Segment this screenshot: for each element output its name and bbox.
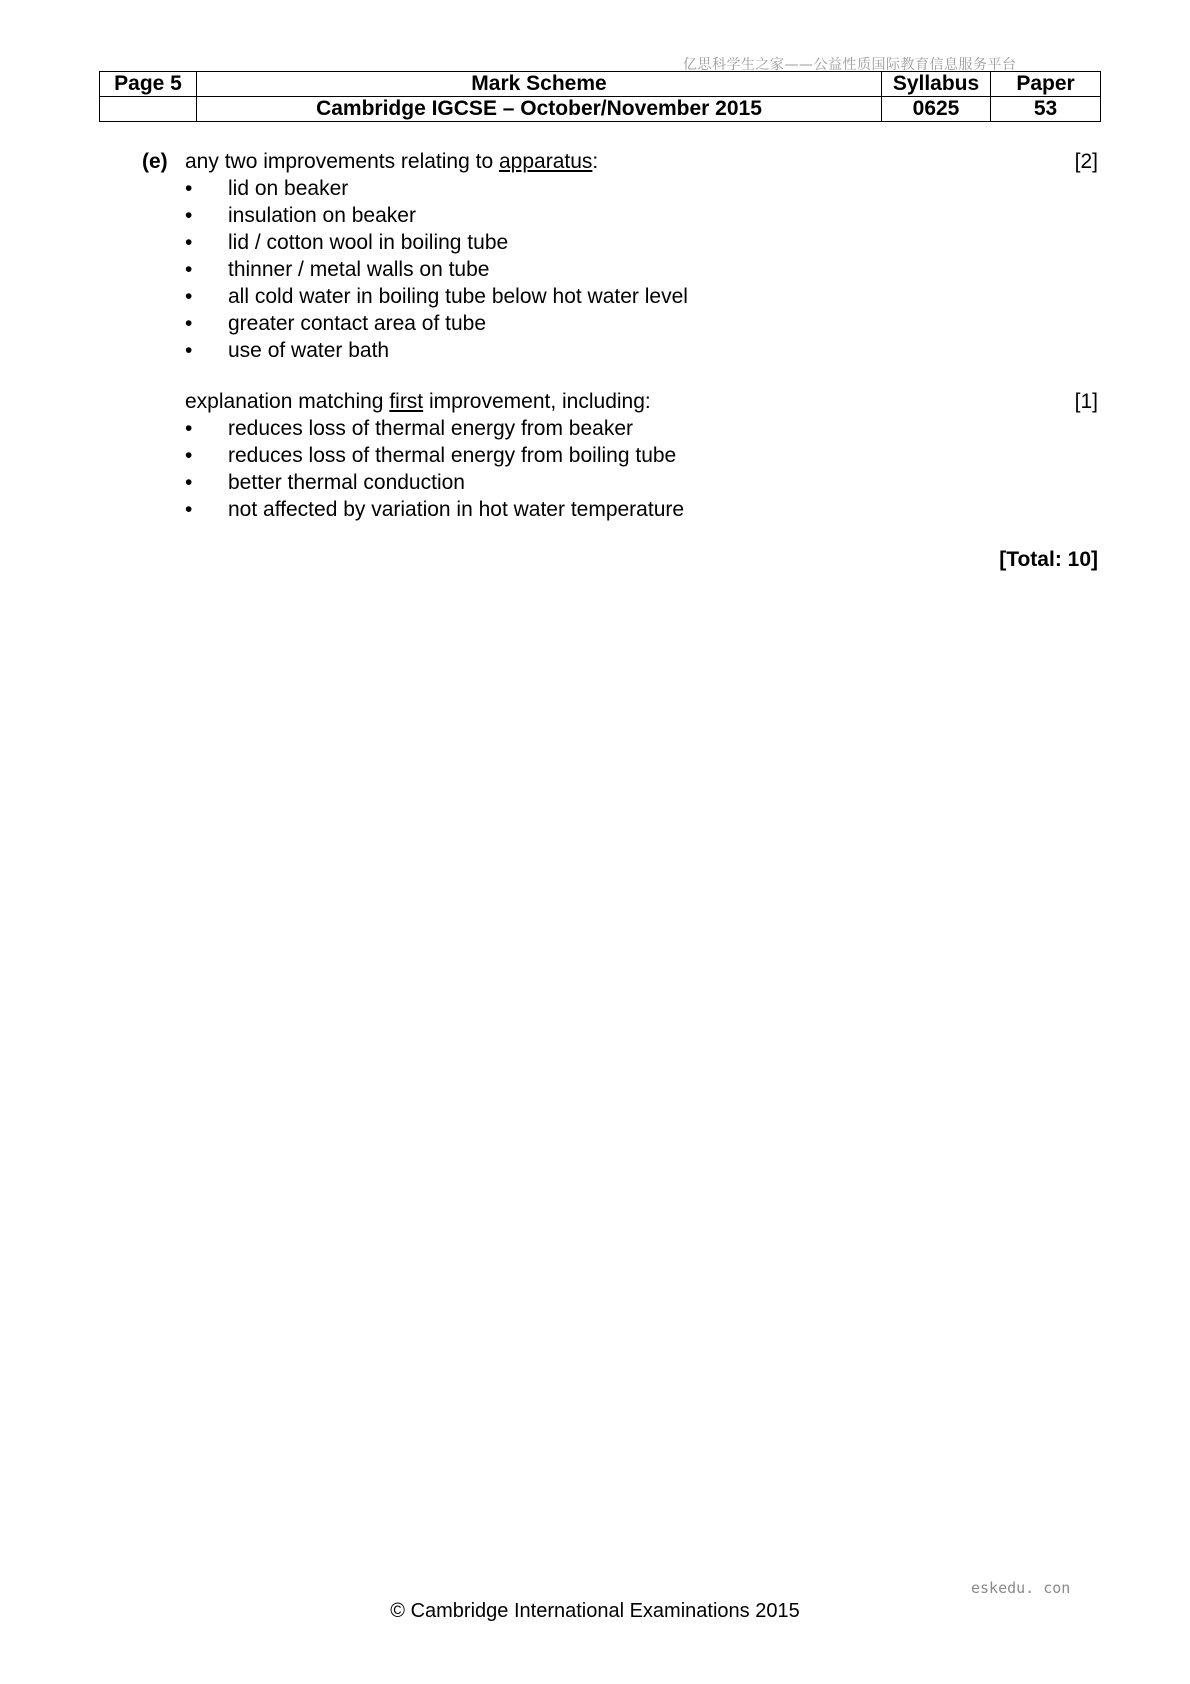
bullet-icon: •: [185, 285, 193, 308]
list-item: not affected by variation in hot water temperature: [228, 498, 685, 521]
bullet-icon: •: [185, 471, 193, 494]
part1-mark: [2]: [1074, 150, 1098, 173]
bullet-icon: •: [185, 177, 193, 200]
list-item: lid on beaker: [228, 177, 349, 200]
list-item: lid / cotton wool in boiling tube: [228, 231, 509, 254]
paper-number: 53: [991, 97, 1101, 122]
watermark-top: 亿思科学生之家——公益性质国际教育信息服务平台: [683, 57, 1017, 73]
question-label: (e): [142, 150, 168, 173]
bullet-icon: •: [185, 312, 193, 335]
paper-label: Paper: [991, 72, 1101, 97]
list-item: greater contact area of tube: [228, 312, 486, 335]
list-item: reduces loss of thermal energy from beaker: [228, 417, 634, 440]
list-item: thinner / metal walls on tube: [228, 258, 490, 281]
header-table: [99, 71, 1101, 122]
bullet-icon: •: [185, 339, 193, 362]
list-item: reduces loss of thermal energy from boiling tube: [228, 444, 677, 467]
part2-intro-after: improvement, including:: [423, 390, 651, 413]
part2-intro-underlined: first: [389, 390, 424, 413]
part2-intro: [185, 390, 651, 414]
bullet-icon: •: [185, 231, 193, 254]
document-title: Mark Scheme: [197, 72, 882, 97]
part1-intro-after: :: [592, 150, 599, 173]
total-marks: [Total: 10]: [999, 548, 1098, 571]
part1-intro-underlined: apparatus: [498, 150, 593, 173]
syllabus-code: 0625: [882, 97, 991, 122]
page-number: Page 5: [100, 72, 197, 97]
bullet-icon: •: [185, 498, 193, 521]
bullet-icon: •: [185, 258, 193, 281]
exam-title: Cambridge IGCSE – October/November 2015: [197, 97, 882, 122]
list-item: use of water bath: [228, 339, 390, 362]
list-item: insulation on beaker: [228, 204, 416, 227]
part2-mark: [1]: [1074, 390, 1098, 413]
part1-intro-before: any two improvements relating to: [185, 150, 499, 173]
bullet-icon: •: [185, 204, 193, 227]
footer-copyright: © Cambridge International Examinations 2015: [390, 1600, 800, 1622]
part1-intro: [185, 150, 598, 174]
list-item: better thermal conduction: [228, 471, 465, 494]
bullet-icon: •: [185, 417, 193, 440]
bullet-icon: •: [185, 444, 193, 467]
syllabus-label: Syllabus: [882, 72, 991, 97]
empty-cell: [100, 97, 197, 122]
part2-intro-before: explanation matching: [185, 390, 390, 413]
list-item: all cold water in boiling tube below hot water level: [228, 285, 688, 308]
watermark-bottom: eskedu. con: [971, 1579, 1071, 1597]
